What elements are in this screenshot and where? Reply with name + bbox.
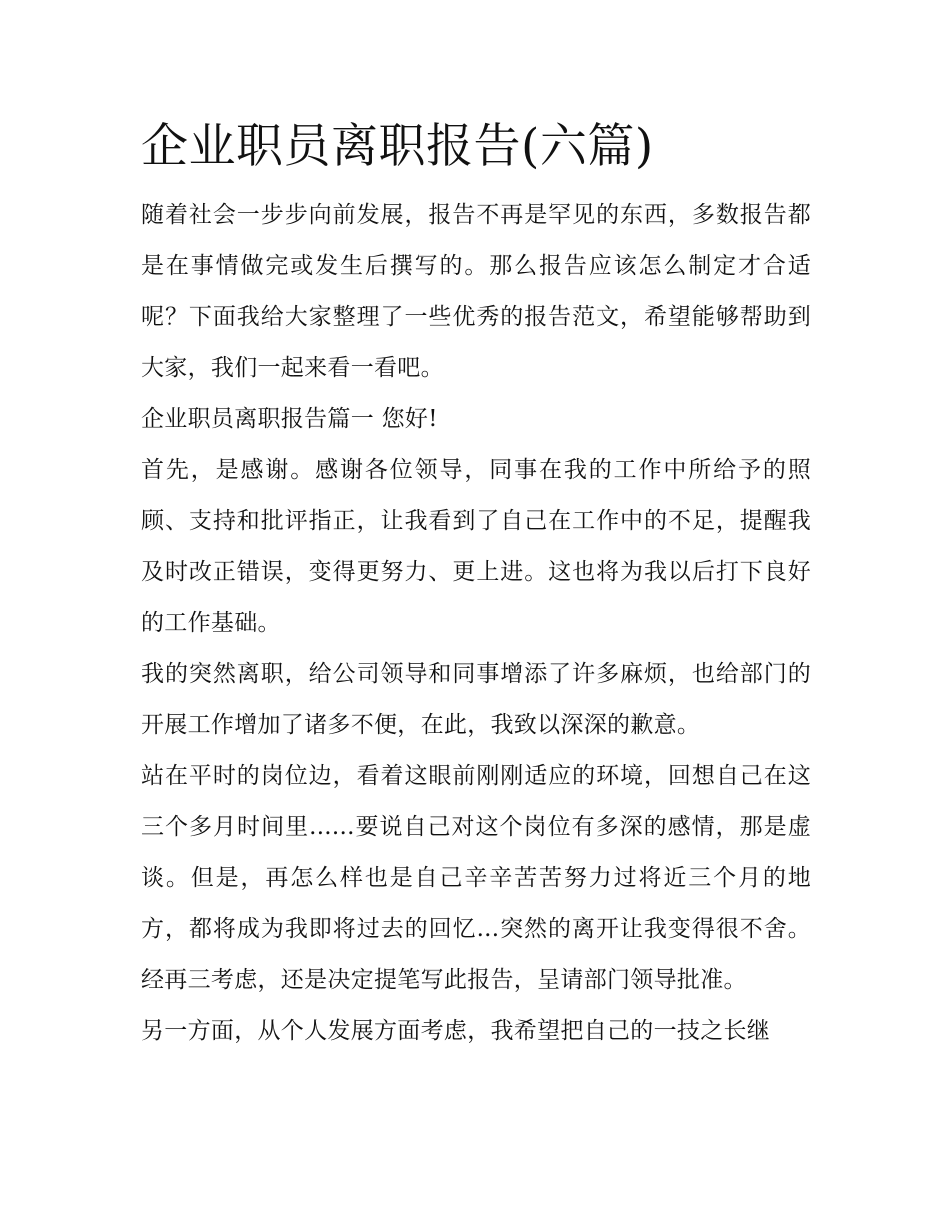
section-heading-paragraph: 企业职员离职报告篇一 您好! bbox=[141, 406, 438, 432]
intro-paragraph: 随着社会一步步向前发展，报告不再是罕见的东西，多数报告都是在事情做完或发生后撰写的。那么报告应该怎么制定才合适呢？下面我给大家整理了一些优秀的报告范文，希望能够帮助到大家，我们一起来看一看吧。 bbox=[141, 202, 811, 381]
reflection-paragraph: 站在平时的岗位边，看着这眼前刚刚适应的环境，回想自己在这三个多月时间里......要说自己对这个岗位有多深的感情，那是虚谈。但是，再怎么样也是自己辛辛苦苦努力过将近三个月的地方，都将成为我即将过去的回忆...突然的离开让我变得很不舍。经再三考虑，还是决定提笔写此报告，呈请部门领导批准。 bbox=[141, 763, 811, 993]
apology-paragraph: 我的突然离职，给公司领导和同事增添了许多麻烦，也给部门的开展工作增加了诸多不便，在此，我致以深深的歉意。 bbox=[141, 661, 811, 738]
gratitude-paragraph: 首先，是感谢。感谢各位领导，同事在我的工作中所给予的照顾、支持和批评指正，让我看到了自己在工作中的不足，提醒我及时改正错误，变得更努力、更上进。这也将为我以后打下良好的工作基础。 bbox=[141, 457, 811, 636]
document-title: 企业职员离职报告(六篇) bbox=[141, 119, 654, 174]
document-body bbox=[141, 112, 811, 1057]
development-paragraph: 另一方面，从个人发展方面考虑，我希望把自己的一技之长继 bbox=[141, 1018, 771, 1044]
